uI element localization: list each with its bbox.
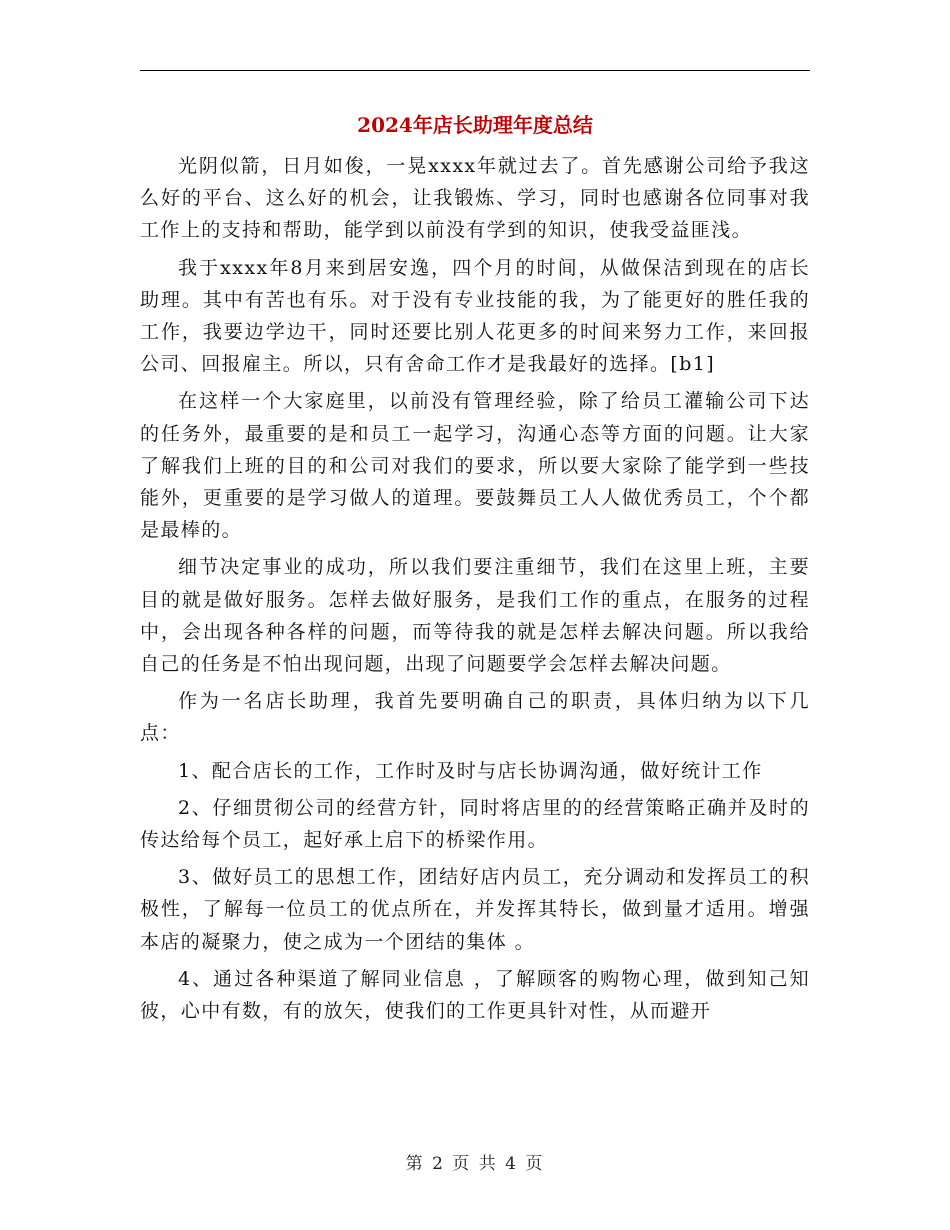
paragraph-3: 在这样一个大家庭里，以前没有管理经验，除了给员工灌输公司下达的任务外，最重要的是和员工一起学习，沟通心态等方面的问题。让大家了解我们上班的目的和公司对我们的要求，所以要大家除了能学到一些技能外，更重要的是学习做人的道理。要鼓舞员工人人做优秀员工，个个都是最棒的。 [140, 390, 810, 542]
list-item-4: 4、通过各种渠道了解同业信息 ，了解顾客的购物心理，做到知己知彼，心中有数，有的放矢，使我们的工作更具针对性，从而避开 [140, 967, 810, 1023]
list-item-2: 2、仔细贯彻公司的经营方针，同时将店里的的经营策略正确并及时的传达给每个员工，起好承上启下的桥梁作用。 [140, 796, 810, 852]
header-rule [140, 70, 810, 71]
paragraph-4: 细节决定事业的成功，所以我们要注重细节，我们在这里上班，主要目的就是做好服务。怎样去做好服务，是我们工作的重点，在服务的过程中，会出现各种各样的问题，而等待我的就是怎样去解决问题。所以我给自己的任务是不怕出现问题，出现了问题要学会怎样去解决问题。 [140, 556, 810, 676]
paragraph-5: 作为一名店长助理，我首先要明确自己的职责，具体归纳为以下几点： [140, 690, 810, 745]
page-footer: 第 2 页 共 4 页 [405, 1154, 545, 1174]
list-item-3: 3、做好员工的思想工作，团结好店内员工，充分调动和发挥员工的积极性，了解每一位员工的优点所在，并发挥其特长，做到量才适用。增强本店的凝聚力，使之成为一个团结的集体 。 [140, 866, 810, 953]
document-body [140, 150, 810, 1032]
document-title: 2024年店长助理年度总结 [357, 113, 593, 137]
paragraph-2: 我于xxxx年8月来到居安逸，四个月的时间，从做保洁到现在的店长助理。其中有苦也有乐。对于没有专业技能的我，为了能更好的胜任我的工作，我要边学边干，同时还要比别人花更多的时间来努力工作，来回报公司、回报雇主。所以，只有舍命工作才是我最好的选择。[b1] [140, 256, 810, 376]
list-item-1: 1、配合店长的工作，工作时及时与店长协调沟通，做好统计工作 [178, 759, 763, 782]
paragraph-1: 光阴似箭，日月如俊，一晃xxxx年就过去了。首先感谢公司给予我这么好的平台、这么好的机会，让我锻炼、学习，同时也感谢各位同事对我工作上的支持和帮助，能学到以前没有学到的知识，使我受益匪浅。 [140, 155, 810, 242]
